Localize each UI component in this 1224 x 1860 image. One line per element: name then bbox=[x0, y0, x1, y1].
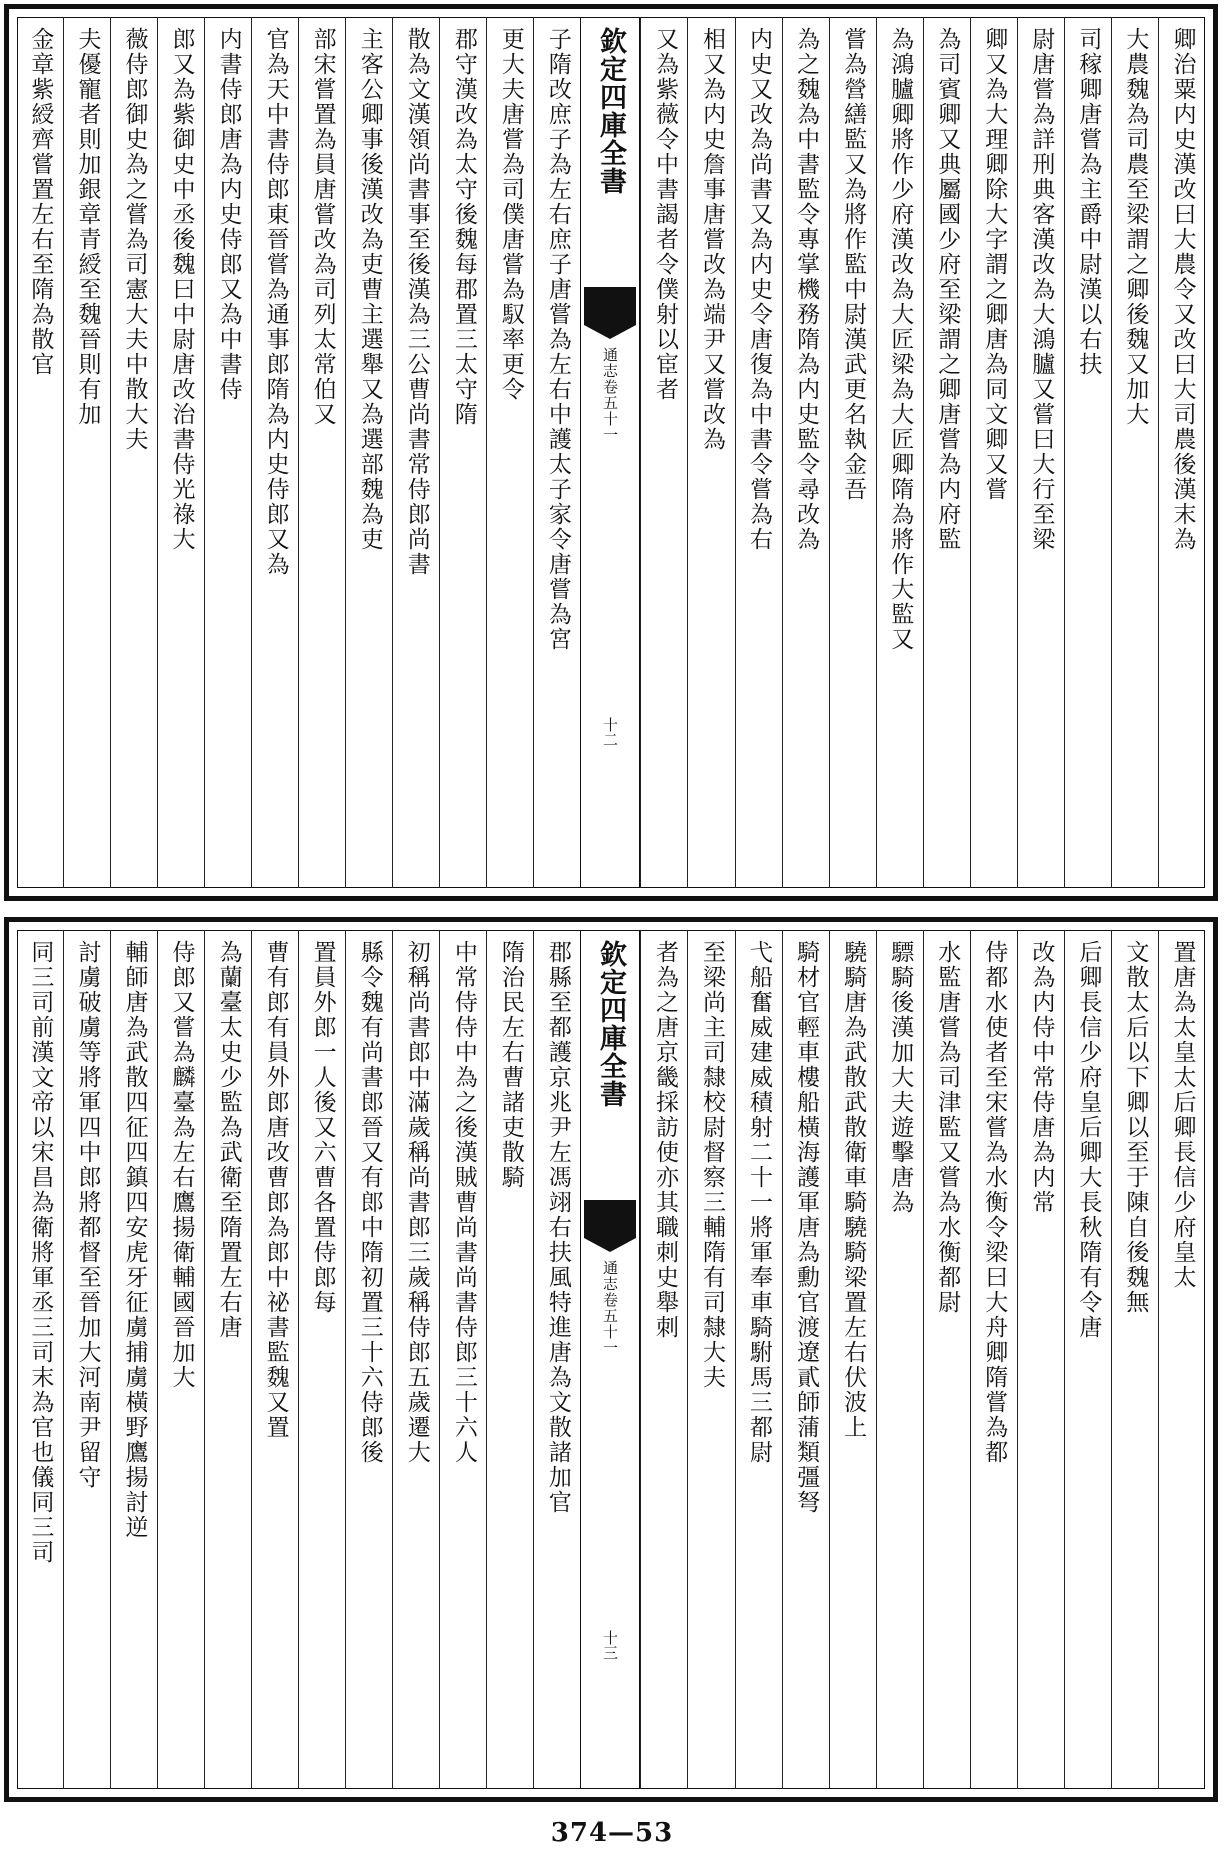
text-column bbox=[1111, 930, 1158, 1789]
column-text: 后卿長信少府皇后卿大長秋隋有令唐 bbox=[1075, 940, 1102, 1340]
volume-reference: 通志卷五十一 bbox=[600, 347, 619, 443]
column-text: 初稱尚書郎中滿歲稱尚書郎三歲稱侍郎五歲遷大 bbox=[403, 940, 430, 1465]
column-text: 薇侍郎御史為之嘗為司憲大夫中散大夫 bbox=[121, 27, 148, 452]
column-text: 輔師唐為武散四征四鎮四安虎牙征虜捕虜橫野鷹揚討逆 bbox=[121, 940, 148, 1540]
text-column bbox=[735, 930, 782, 1789]
text-column bbox=[251, 930, 298, 1789]
folio-number: 十三 bbox=[600, 1630, 619, 1660]
column-text: 相又為内史詹事唐嘗改為端尹又嘗改為 bbox=[699, 27, 725, 452]
column-text: 為之魏為中書監令專掌機務隋為内史監令尋改為 bbox=[793, 27, 820, 552]
upper-text-columns bbox=[17, 17, 1205, 888]
column-text: 文散太后以下卿以至于陳自後魏無 bbox=[1122, 940, 1149, 1315]
text-column bbox=[687, 17, 734, 888]
text-column bbox=[17, 17, 63, 888]
text-column bbox=[345, 17, 392, 888]
text-column bbox=[876, 17, 923, 888]
volume-reference: 通志卷五十一 bbox=[600, 1260, 619, 1356]
column-text: 侍郎又嘗為麟臺為左右鷹揚衛輔國晉加大 bbox=[168, 940, 195, 1390]
text-column bbox=[687, 930, 734, 1789]
text-column bbox=[923, 17, 970, 888]
lower-text-columns bbox=[17, 930, 1205, 1789]
text-column bbox=[251, 17, 298, 888]
fishtail-mark bbox=[584, 287, 636, 325]
text-column bbox=[1111, 17, 1158, 888]
text-column bbox=[829, 17, 876, 888]
column-text: 尉唐嘗為詳刑典客漢改為大鴻臚又嘗曰大行至梁 bbox=[1028, 27, 1055, 552]
column-text: 為鴻臚卿將作少府漢改為大匠梁為大匠卿隋為將作大監又 bbox=[887, 27, 914, 652]
text-column bbox=[63, 930, 110, 1789]
column-text: 侍都水使者至宋嘗為水衡令梁曰大舟卿隋嘗為都 bbox=[981, 940, 1008, 1465]
text-column bbox=[439, 930, 486, 1789]
text-column bbox=[204, 17, 251, 888]
column-text: 縣令魏有尚書郎晉又有郎中隋初置三十六侍郎後 bbox=[356, 940, 383, 1465]
text-column bbox=[298, 930, 345, 1789]
text-column bbox=[533, 930, 580, 1789]
column-text: 中常侍侍中為之後漢賊曹尚書尚書侍郎三十六人 bbox=[450, 940, 477, 1465]
text-column bbox=[204, 930, 251, 1789]
column-text: 同三司前漢文帝以宋昌為衛將軍丞三司末為官也儀同三司 bbox=[27, 940, 54, 1565]
column-text: 郎又為紫御史中丞後魏曰中尉唐改治書侍光祿大 bbox=[168, 27, 195, 552]
column-text: 嘗為營繕監又為將作監中尉漢武更名執金吾 bbox=[840, 27, 867, 502]
text-column bbox=[782, 17, 829, 888]
text-column bbox=[439, 17, 486, 888]
text-column bbox=[110, 930, 157, 1789]
column-text: 部宋嘗置為員唐嘗改為司列太常伯又 bbox=[309, 27, 336, 427]
column-text: 子隋改庶子為左右庶子唐嘗為左右中護太子家令唐嘗為宮 bbox=[544, 27, 571, 652]
text-column bbox=[110, 17, 157, 888]
column-text: 水監唐嘗為司津監又嘗為水衡都尉 bbox=[934, 940, 961, 1315]
fishtail-mark bbox=[584, 1200, 636, 1238]
column-text: 為蘭臺太史少監為武衛至隋置左右唐 bbox=[215, 940, 242, 1340]
text-column bbox=[345, 930, 392, 1789]
column-text: 内書侍郎唐為内史侍郎又為中書侍 bbox=[215, 27, 242, 402]
column-text: 討虜破虜等將軍四中郎將都督至晉加大河南尹留守 bbox=[74, 940, 101, 1490]
column-text: 散為文漢領尚書事至後漢為三公曹尚書常侍郎尚書 bbox=[403, 27, 430, 577]
text-column bbox=[782, 930, 829, 1789]
column-text: 郡縣至都護京兆尹左馮翊右扶風特進唐為文散諸加官 bbox=[544, 940, 571, 1515]
column-text: 為司賓卿又典屬國少府至梁謂之卿唐嘗為内府監 bbox=[934, 27, 961, 552]
text-column bbox=[17, 930, 63, 1789]
lower-page bbox=[4, 917, 1218, 1802]
text-column bbox=[1158, 930, 1205, 1789]
column-text: 驃騎後漢加大夫遊擊唐為 bbox=[887, 940, 914, 1215]
column-text: 主客公卿事後漢改為吏曹主選舉又為選部魏為吏 bbox=[356, 27, 383, 552]
text-column bbox=[533, 17, 580, 888]
column-text: 官為天中書侍郎東晉嘗為通事郎隋為内史侍郎又為 bbox=[262, 27, 289, 577]
column-text: 置唐為太皇太后卿長信少府皇太 bbox=[1169, 940, 1196, 1290]
book-title: 欽定四庫全書 bbox=[594, 940, 626, 1108]
book-title: 欽定四庫全書 bbox=[594, 27, 626, 195]
column-text: 改為内侍中常侍唐為内常 bbox=[1028, 940, 1055, 1215]
folio-number: 十二 bbox=[600, 717, 619, 747]
page-number-footer: 374—53 bbox=[550, 1818, 674, 1848]
column-text: 司稼卿唐嘗為主爵中尉漢以右扶 bbox=[1075, 27, 1102, 377]
column-text: 驍騎唐為武散武散衛車騎驍騎梁置左右伏波上 bbox=[840, 940, 867, 1440]
column-text: 金章紫綬齊嘗置左右至隋為散官 bbox=[27, 27, 54, 377]
text-column bbox=[298, 17, 345, 888]
text-column bbox=[829, 930, 876, 1789]
column-text: 至梁尚主司隸校尉督察三輔隋有司隸大夫 bbox=[699, 940, 725, 1390]
column-text: 郡守漢改為太守後魏每郡置三太守隋 bbox=[450, 27, 477, 427]
column-text: 内史又改為尚書又為内史令唐復為中書令嘗為右 bbox=[746, 27, 773, 552]
text-column bbox=[1064, 930, 1111, 1789]
fold-center-column bbox=[580, 930, 640, 1789]
text-column bbox=[640, 930, 687, 1789]
text-column bbox=[640, 17, 687, 888]
text-column bbox=[486, 930, 533, 1789]
column-text: 卿又為大理卿除大字謂之卿唐為同文卿又嘗 bbox=[981, 27, 1008, 502]
column-text: 大農魏為司農至梁謂之卿後魏又加大 bbox=[1122, 27, 1149, 427]
fold-center-column bbox=[580, 17, 640, 888]
text-column bbox=[63, 17, 110, 888]
text-column bbox=[735, 17, 782, 888]
text-column bbox=[157, 17, 204, 888]
text-column bbox=[392, 930, 439, 1789]
text-column bbox=[1017, 17, 1064, 888]
text-column bbox=[970, 17, 1017, 888]
text-column bbox=[1158, 17, 1205, 888]
column-text: 者為之唐京畿採訪使亦其職刺史舉刺 bbox=[651, 940, 678, 1340]
column-text: 更大夫唐嘗為司僕唐嘗為馭率更令 bbox=[497, 27, 524, 402]
text-column bbox=[1017, 930, 1064, 1789]
column-text: 夫優寵者則加銀章青綬至魏晉則有加 bbox=[74, 27, 101, 427]
text-column bbox=[486, 17, 533, 888]
column-text: 卿治粟内史漢改曰大農令又改曰大司農後漢末為 bbox=[1169, 27, 1196, 552]
text-column bbox=[157, 930, 204, 1789]
text-column bbox=[970, 930, 1017, 1789]
text-column bbox=[1064, 17, 1111, 888]
column-text: 曹有郎有員外郎唐改曹郎為郎中祕書監魏又置 bbox=[262, 940, 289, 1440]
text-column bbox=[923, 930, 970, 1789]
column-text: 置員外郎一人後又六曹各置侍郎每 bbox=[309, 940, 336, 1315]
column-text: 又為紫薇令中書謁者令僕射以宦者 bbox=[651, 27, 678, 402]
upper-page bbox=[4, 4, 1218, 901]
column-text: 騎材官輕車樓船橫海護軍唐為勳官渡遼貳師蒲類彊弩 bbox=[793, 940, 820, 1515]
column-text: 弋船奮威建威積射二十一將軍奉車騎駙馬三都尉 bbox=[746, 940, 773, 1465]
text-column bbox=[392, 17, 439, 888]
text-column bbox=[876, 930, 923, 1789]
column-text: 隋治民左右曹諸吏散騎 bbox=[497, 940, 524, 1190]
